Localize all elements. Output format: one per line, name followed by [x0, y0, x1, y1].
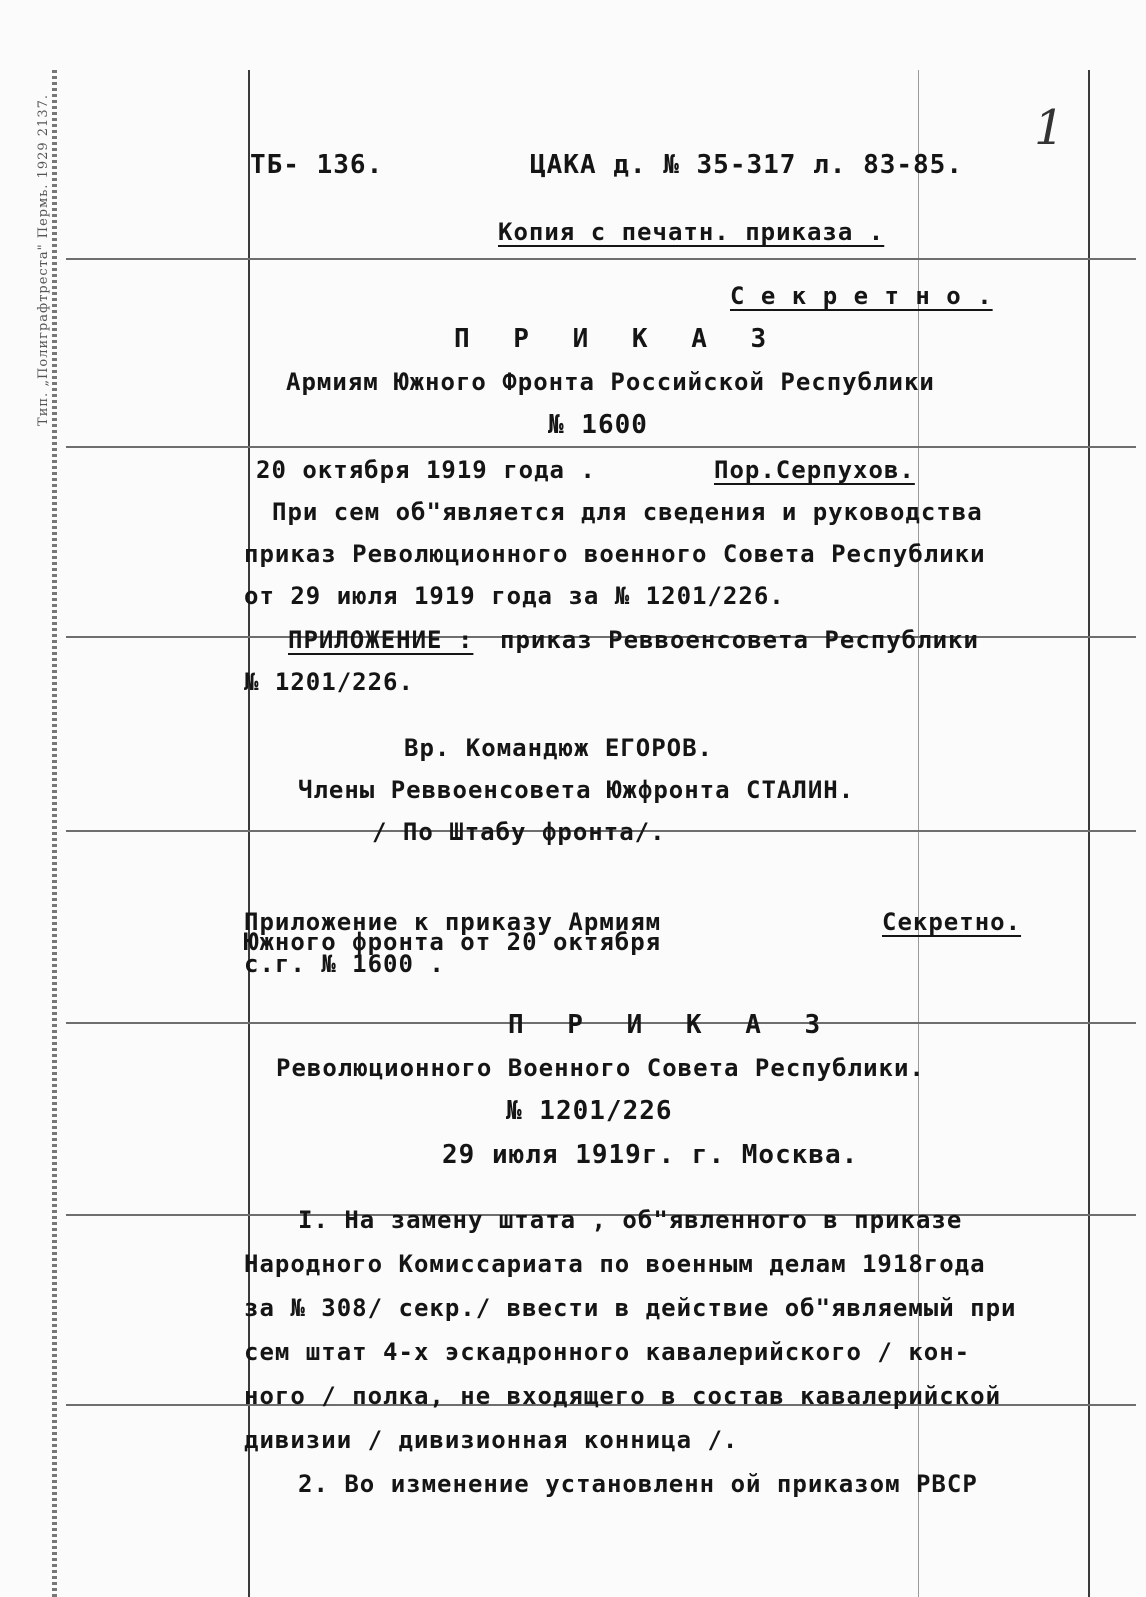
archive-reference: ЦАКА д. № 35-317 л. 83-85.	[530, 150, 963, 180]
order-place: Пор.Серпухов.	[714, 456, 915, 484]
printer-mark: Тип. „Полиграфтреста" Пермь. 1929 2137.	[36, 94, 51, 426]
signature-commander: Вр. Командюж ЕГОРОВ.	[404, 734, 713, 762]
appendix-line: Южного фронта от 20 октября	[244, 928, 662, 956]
paragraph-line: сем штат 4-х эскадронного кавалерийского / кон-	[244, 1338, 971, 1366]
margin-rule-right	[1088, 70, 1090, 1597]
signature-council-member: Члены Реввоенсовета Южфронта СТАЛИН.	[298, 776, 855, 804]
paragraph-line: дивизии / дивизионная конница /.	[244, 1426, 739, 1454]
order2-issuer: Революционного Военного Совета Республики.	[276, 1054, 925, 1082]
attachment-text: приказ Реввоенсовета Республики	[500, 626, 979, 654]
paragraph-line: за № 308/ секр./ ввести в действие об"являемый при	[244, 1294, 1017, 1322]
secrecy-mark: С е к р е т н о .	[730, 282, 993, 310]
reference-code: ТБ- 136.	[250, 150, 384, 180]
attachment-number: № 1201/226.	[244, 668, 414, 696]
paragraph-line: 2. Во изменение установленн ой приказом РВСР	[298, 1470, 978, 1498]
order-addressee: Армиям Южного Фронта Российской Республики	[286, 368, 935, 396]
order2-title: П Р И К А З	[508, 1010, 835, 1040]
attachment-label: ПРИЛОЖЕНИЕ :	[288, 626, 474, 654]
ruled-line	[66, 446, 1136, 448]
body-line: приказ Революционного военного Совета Республики	[244, 540, 986, 568]
margin-rule-left	[248, 70, 250, 1597]
order-title: П Р И К А З	[454, 324, 781, 354]
paragraph-line: Народного Комиссариата по военным делам 1918года	[244, 1250, 986, 1278]
body-line: от 29 июля 1919 года за № 1201/226.	[244, 582, 785, 610]
appendix-secrecy-mark: Секретно.	[882, 908, 1022, 936]
staff-note: / По Штабу фронта/.	[372, 818, 666, 846]
order2-date-place: 29 июля 1919г. г. Москва.	[442, 1140, 859, 1170]
body-line: При сем об"является для сведения и руководства	[272, 498, 983, 526]
order2-number: № 1201/226	[506, 1096, 673, 1126]
order-number: № 1600	[548, 410, 648, 440]
ruled-line	[66, 258, 1136, 260]
page-number: 1	[1034, 100, 1065, 156]
paragraph-line: I. На замену штата , об"явленного в приказе	[298, 1206, 963, 1234]
copy-note: Копия с печатн. приказа .	[498, 218, 885, 246]
paragraph-line: ного / полка, не входящего в состав кавалерийской	[244, 1382, 1002, 1410]
margin-perforation	[52, 70, 57, 1597]
appendix-line: с.г. № 1600 .	[244, 950, 445, 978]
order-date: 20 октября 1919 года .	[256, 456, 596, 484]
appendix-line: Приложение к приказу Армиям	[244, 908, 662, 936]
